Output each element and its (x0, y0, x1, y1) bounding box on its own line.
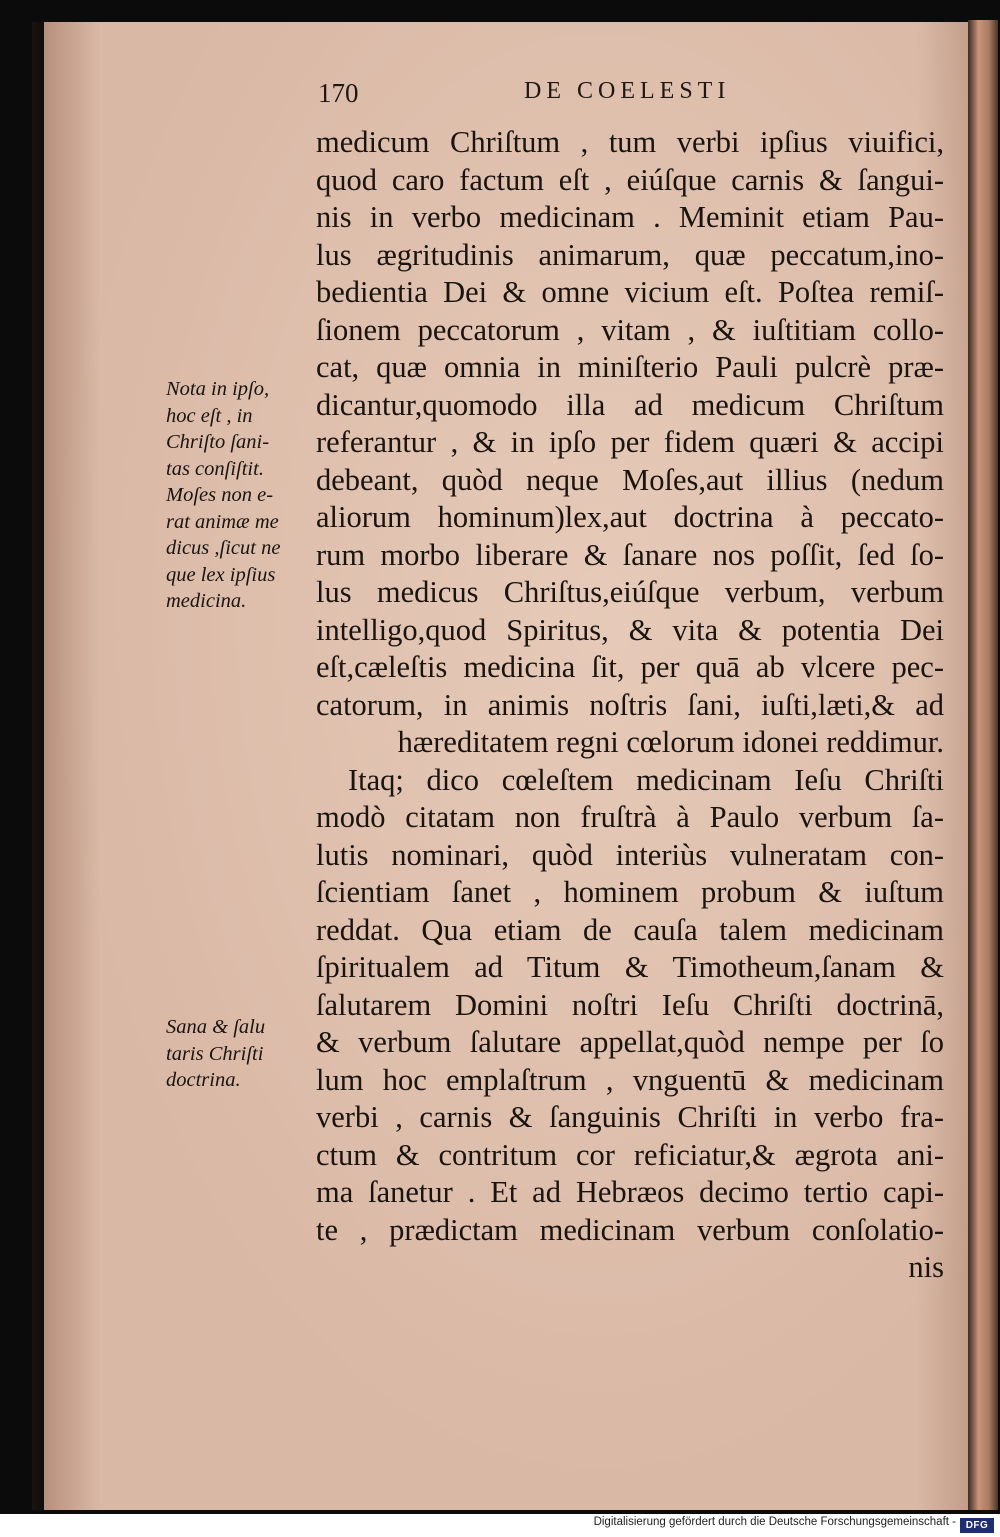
text-line: ſcientiam ſanet , hominem probum & iuſtum (316, 875, 944, 909)
text-line: dicantur,quomodo illa ad medicum Chriſtum (316, 387, 944, 422)
marginal-note-line: Nota in ipſo, (166, 378, 270, 400)
text-line: modò citatam non fruſtrà à Paulo verbum ſa- (316, 800, 944, 834)
marginal-note-line: Moſes non e- (166, 484, 274, 506)
text-line: quod caro factum eſt , eiúſque carnis & ſangui- (316, 162, 944, 197)
running-head-title: DE COELESTI (524, 78, 731, 104)
text-line: aliorum hominum)lex,aut doctrina à peccato- (316, 500, 944, 534)
text-line: rum morbo liberare & ſanare nos poſſit, ſed ſo- (316, 537, 944, 572)
text-line: ctum & contritum cor reficiatur,& ægrota ani- (316, 1137, 944, 1172)
text-line: reddat. Qua etiam de cauſa talem medicinam (316, 912, 944, 947)
text-line: hæreditatem regni cœlorum idonei reddimur. (397, 725, 944, 759)
text-line: lus ægritudinis animarum, quæ peccatum,ino- (316, 237, 944, 272)
text-line: catorum, in animis noſtris ſani, iuſti,læti,& ad (316, 687, 944, 722)
text-line: debeant, quòd neque Moſes,aut illius (nedum (316, 462, 944, 497)
funding-credit: Digitalisierung gefördert durch die Deutsche Forschungsgemeinschaft - (593, 1516, 956, 1528)
main-text-block (316, 124, 944, 1287)
marginal-note-line: hoc eſt , in (166, 404, 253, 427)
marginal-note-line: dicus ,ſicut ne (166, 537, 281, 559)
page-edge (968, 20, 998, 1510)
marginal-note-line: que lex ipſius (166, 563, 276, 586)
text-line: medicum Chriſtum , tum verbi ipſius viuifici, (316, 125, 944, 159)
text-line: te , prædictam medicinam verbum conſolatio- (316, 1212, 944, 1247)
text-line: intelligo,quod Spiritus, & vita & potentia Dei (316, 612, 944, 647)
text-line: nis in verbo medicinam . Meminit etiam Pau- (316, 200, 944, 234)
text-line: referantur , & in ipſo per fidem quæri & accipi (316, 425, 944, 459)
marginal-note-christ-health (166, 376, 306, 615)
text-line: ſalutarem Domini noſtri Ieſu Chriſti doctrinā, (316, 987, 944, 1022)
text-line: Itaq; dico cœleſtem medicinam Ieſu Chriſti (348, 762, 944, 797)
marginal-note-sound-doctrine (166, 1014, 306, 1094)
text-line: lum hoc emplaſtrum , vnguentū & medicinam (316, 1062, 944, 1097)
marginal-note-line: tas conſiſtit. (166, 457, 264, 480)
text-line: & verbum ſalutare appellat,quòd nempe per ſo (316, 1025, 944, 1059)
marginal-note-line: taris Chriſti (166, 1042, 264, 1065)
text-line: ſionem peccatorum , vitam , & iuſtitiam collo- (316, 312, 944, 347)
marginal-note-line: rat animæ me (166, 510, 279, 533)
marginal-note-line: Sana & ſalu (166, 1016, 266, 1038)
text-line: nis (908, 1250, 944, 1284)
text-line: bedientia Dei & omne vicium eſt. Poſtea remiſ- (316, 275, 944, 309)
text-line: ſpiritualem ad Titum & Timotheum,ſanam & (316, 950, 944, 984)
text-line: eſt,cæleſtis medicina ſit, per quā ab vlcere pec- (316, 650, 944, 684)
text-line: cat, quæ omnia in miniſterio Pauli pulcrè præ- (316, 350, 944, 384)
page-number: 170 (318, 78, 359, 108)
text-line: verbi , carnis & ſanguinis Chriſti in verbo fra- (316, 1100, 944, 1134)
footer-bar (0, 1514, 1000, 1537)
marginal-note-line: Chriſto ſani- (166, 431, 270, 453)
text-line: lutis nominari, quòd interiùs vulneratam con- (316, 837, 944, 872)
text-line: lus medicus Chriſtus,eiúſque verbum, verbum (316, 575, 944, 609)
marginal-note-line: doctrina. (166, 1069, 241, 1091)
marginal-note-line: medicina. (166, 590, 247, 612)
text-line: ma ſanetur . Et ad Hebræos decimo tertio capi- (316, 1175, 944, 1209)
dfg-logo: DFG (960, 1518, 994, 1533)
